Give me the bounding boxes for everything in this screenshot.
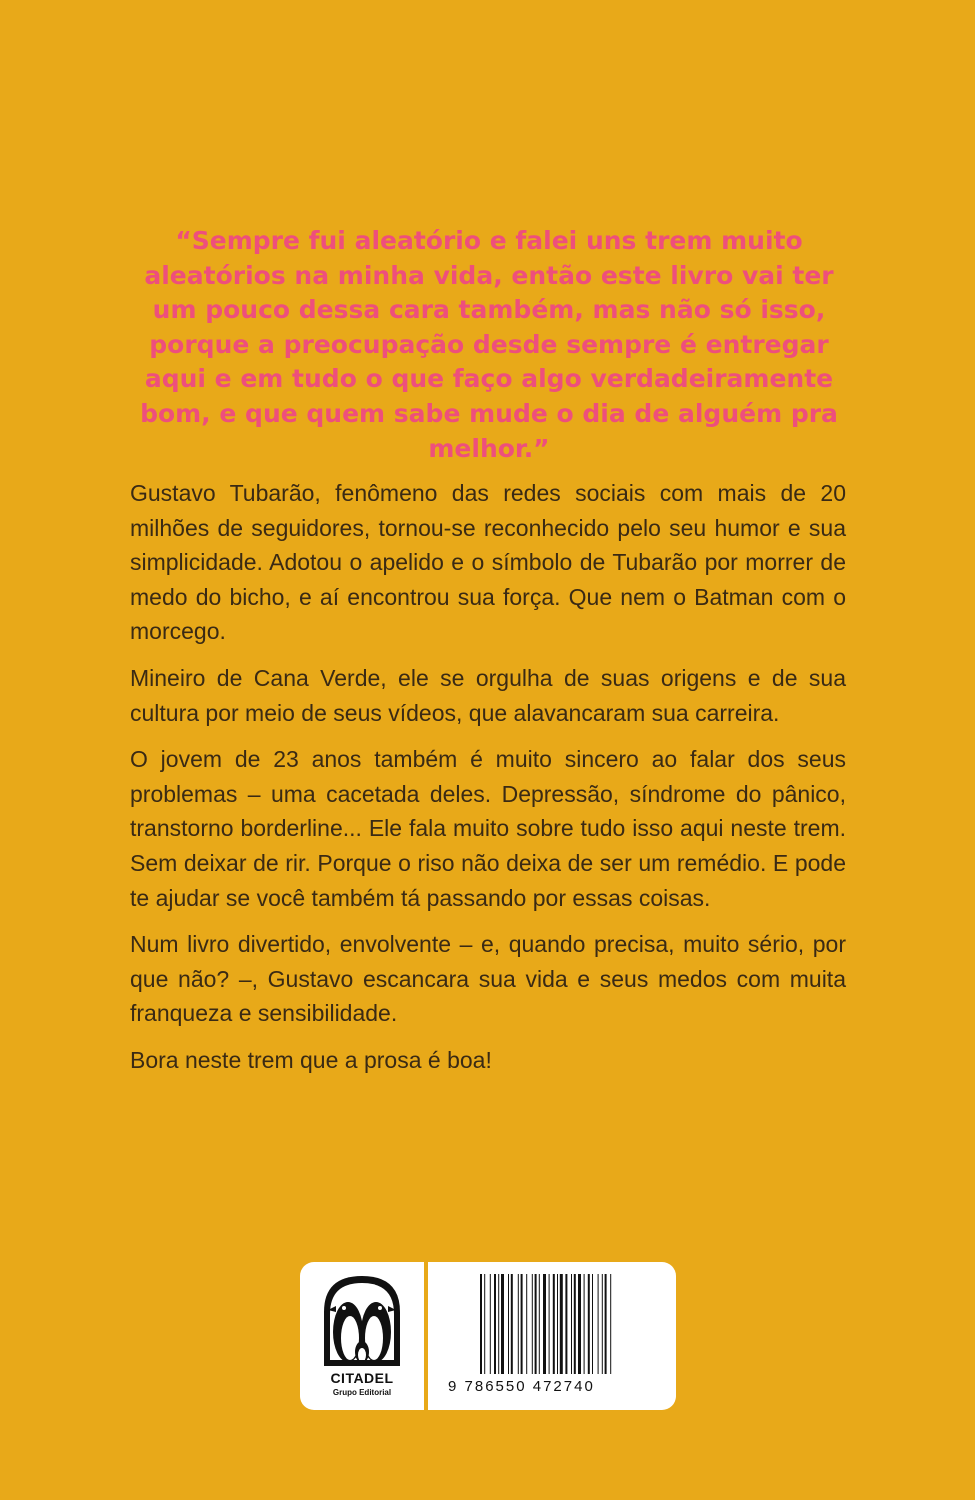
isbn-number: 9 786550 472740 — [448, 1378, 595, 1395]
pull-quote: “Sempre fui aleatório e falei uns trem muito aleatórios na minha vida, então este livro vai ter um pouco dessa cara também, mas não só isso, porque a preocupação desde sempre é entregar aqui e em tudo o que faço algo verdadeiramente bom, e que quem sabe mude o dia de alguém pra melhor.” — [140, 226, 838, 463]
barcode-panel — [428, 1262, 676, 1410]
publisher-logo — [300, 1262, 424, 1410]
description-paragraph: Gustavo Tubarão, fenômeno das redes sociais com mais de 20 milhões de seguidores, tornou-se reconhecido pelo seu humor e sua simplicidade. Adotou o apelido e o símbolo de Tubarão por morrer de medo do bicho, e aí encontrou sua força. Que nem o Batman com o morcego. — [130, 480, 846, 645]
description-paragraph: Bora neste trem que a prosa é boa! — [130, 1046, 492, 1073]
description-paragraph: O jovem de 23 anos também é muito sincero ao falar dos seus problemas – uma cacetada deles. Depressão, síndrome do pânico, transtorno borderline... Ele fala muito sobre tudo isso aqui neste trem. Sem deixar de rir. Porque o riso não deixa de ser um remédio. E pode te ajudar se você também tá passando por essas coisas. — [130, 746, 846, 911]
publisher-name: CITADEL — [330, 1370, 394, 1386]
publisher-subtitle: Grupo Editorial — [332, 1388, 392, 1397]
description-paragraph: Mineiro de Cana Verde, ele se orgulha de suas origens e de sua cultura por meio de seus vídeos, que alavancaram sua carreira. — [130, 664, 846, 726]
description-paragraph: Num livro divertido, envolvente – e, quando precisa, muito sério, por que não? –, Gustavo escancara sua vida e seus medos com muita franqueza e sensibilidade. — [130, 931, 846, 1027]
book-description — [130, 476, 846, 1090]
barcode-icon — [480, 1274, 640, 1374]
penguins-logo-icon — [320, 1272, 404, 1368]
